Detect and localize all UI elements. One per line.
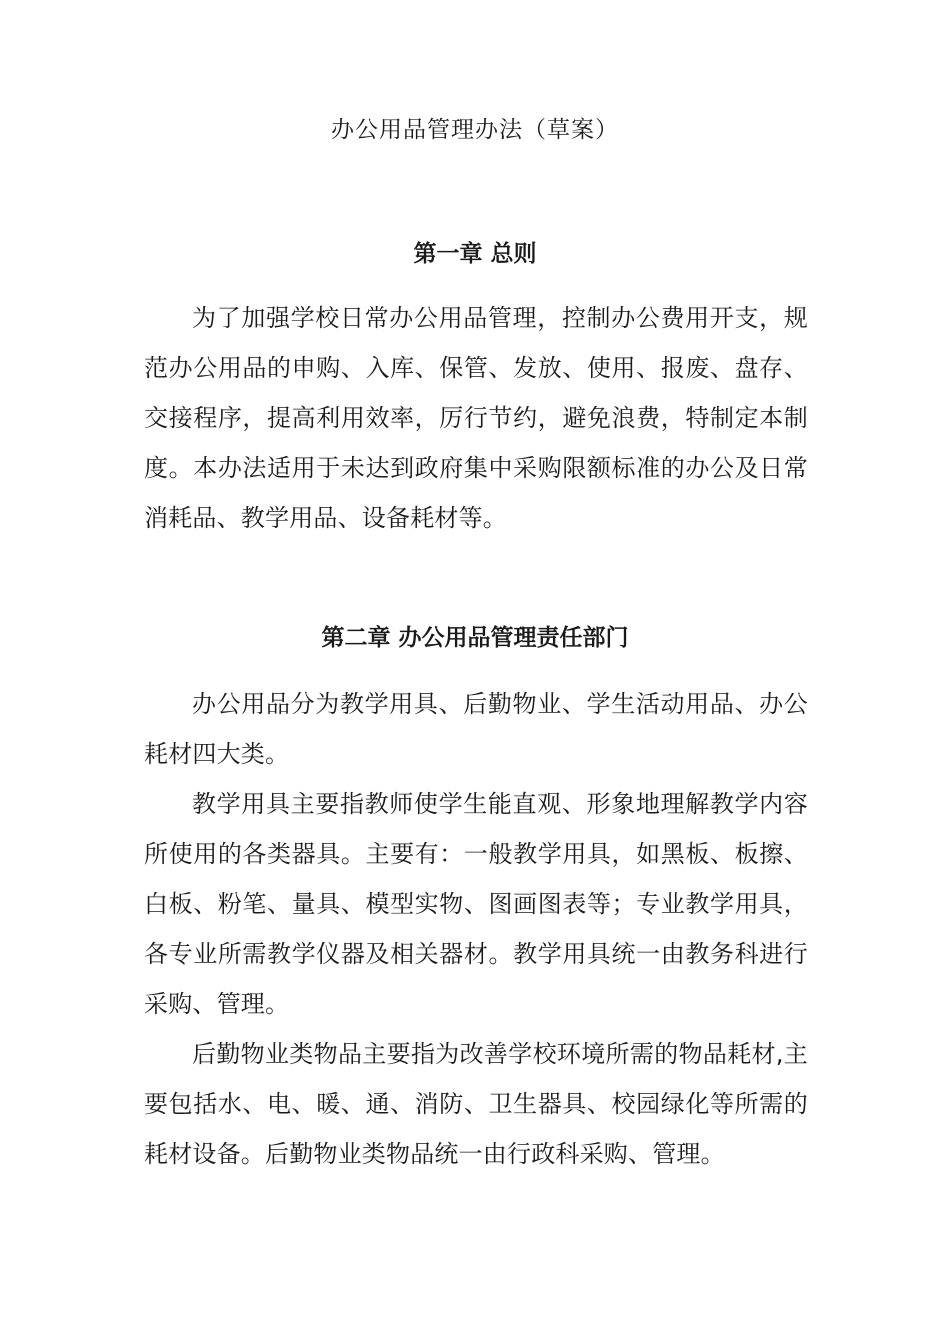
chapter-2-paragraph-3: 后勤物业类物品主要指为改善学校环境所需的物品耗材,主要包括水、电、暖、通、消防、卫生器具、校园绿化等所需的耗材设备。后勤物业类物品统一由行政科采购、管理。: [144, 1040, 808, 1168]
chapter-2-heading: 第二章 办公用品管理责任部门: [321, 625, 629, 651]
chapter-1-heading: 第一章 总则: [413, 241, 537, 267]
chapter-1-paragraph-1: 为了加强学校日常办公用品管理，控制办公费用开支，规范办公用品的申购、入库、保管、发放、使用、报废、盘存、交接程序，提高利用效率，厉行节约，避免浪费，特制定本制度。本办法适用于未达到政府集中采购限额标准的办公及日常消耗品、教学用品、设备耗材等。: [144, 304, 808, 532]
document-title: 办公用品管理办法（草案）: [331, 117, 619, 143]
chapter-2-paragraph-1: 办公用品分为教学用具、后勤物业、学生活动用品、办公耗材四大类。: [144, 690, 808, 768]
chapter-2-paragraph-2: 教学用具主要指教师使学生能直观、形象地理解教学内容所使用的各类器具。主要有：一般教学用具，如黑板、板擦、白板、粉笔、量具、模型实物、图画图表等；专业教学用具，各专业所需教学仪器及相关器材。教学用具统一由教务科进行采购、管理。: [144, 790, 808, 1018]
